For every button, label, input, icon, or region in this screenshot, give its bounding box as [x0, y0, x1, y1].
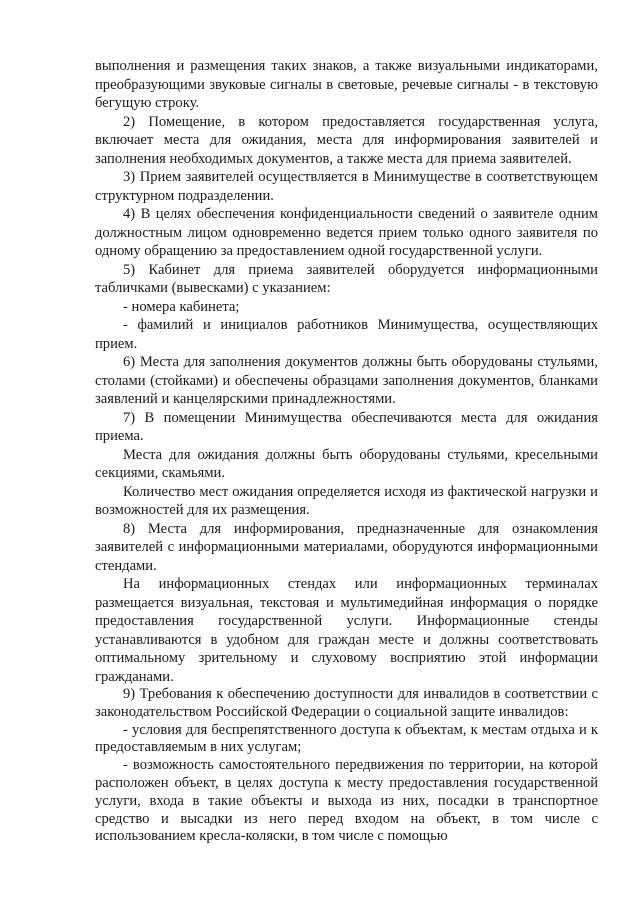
list-item-movement: - возможность самостоятельного передвижения по территории, на которой расположен объект, в целях доступа к месту предоставления государственной услуги, входа в такие объекты и выхода из них, посадки в транспортное средство и высадки из него перед входом на объект, в том числе с использованием кресла-коляски, в том числе с помощью [95, 757, 598, 845]
list-item-staff-names: - фамилий и инициалов работников Минимущества, осуществляющих прием. [95, 317, 598, 352]
paragraph-waiting-furniture: Места для ожидания должны быть оборудованы стульями, кресельными секциями, скамьями. [95, 446, 598, 481]
list-item-access-conditions: - условия для беспрепятственного доступа к объектам, к местам отдыха и к предоставляемым в них услугам; [95, 721, 598, 756]
paragraph-info-stands: На информационных стендах или информационных терминалах размещается визуальная, текстовая и мультимедийная информация о порядке предоставления государственной услуги. Информационные стенды устанавливаются в удобном для граждан месте и должны соответствовать оптимальному зрительному и слуховому восприятию этой информации гражданами. [95, 576, 598, 685]
paragraph-item-9: 9) Требования к обеспечению доступности для инвалидов в соответствии с законодательством Российской Федерации о социальной защите инвалидов: [95, 686, 598, 720]
paragraph-item-8: 8) Места для информирования, предназначенные для ознакомления заявителей с информационными материалами, оборудуются информационными стендами. [95, 520, 598, 574]
document-page [95, 57, 598, 846]
paragraph-continuation: выполнения и размещения таких знаков, а также визуальными индикаторами, преобразующими звуковые сигналы в световые, речевые сигналы - в текстовую бегущую строку. [95, 58, 598, 111]
paragraph-waiting-count: Количество мест ожидания определяется исходя из фактической нагрузки и возможностей для их размещения. [95, 483, 598, 518]
paragraph-item-4: 4) В целях обеспечения конфиденциальности сведений о заявителе одним должностным лицом одновременно ведется прием только одного заявителя по одному обращению за предоставлением одной государственной услуги. [95, 206, 598, 259]
paragraph-item-6: 6) Места для заполнения документов должны быть оборудованы стульями, столами (стойками) и обеспечены образцами заполнения документов, бланками заявлений и канцелярскими принадлежностями. [95, 354, 598, 407]
list-item-cabinet-number: - номера кабинета; [123, 298, 240, 315]
paragraph-item-7: 7) В помещении Минимущества обеспечиваются места для ожидания приема. [95, 409, 598, 444]
paragraph-item-3: 3) Прием заявителей осуществляется в Минимуществе в соответствующем структурном подразделении. [95, 169, 598, 204]
paragraph-item-2: 2) Помещение, в котором предоставляется государственная услуга, включает места для ожидания, места для информирования заявителей и заполнения необходимых документов, а также места для приема заявителей. [95, 113, 598, 167]
paragraph-item-5: 5) Кабинет для приема заявителей оборудуется информационными табличками (вывесками) с указанием: [95, 261, 598, 296]
